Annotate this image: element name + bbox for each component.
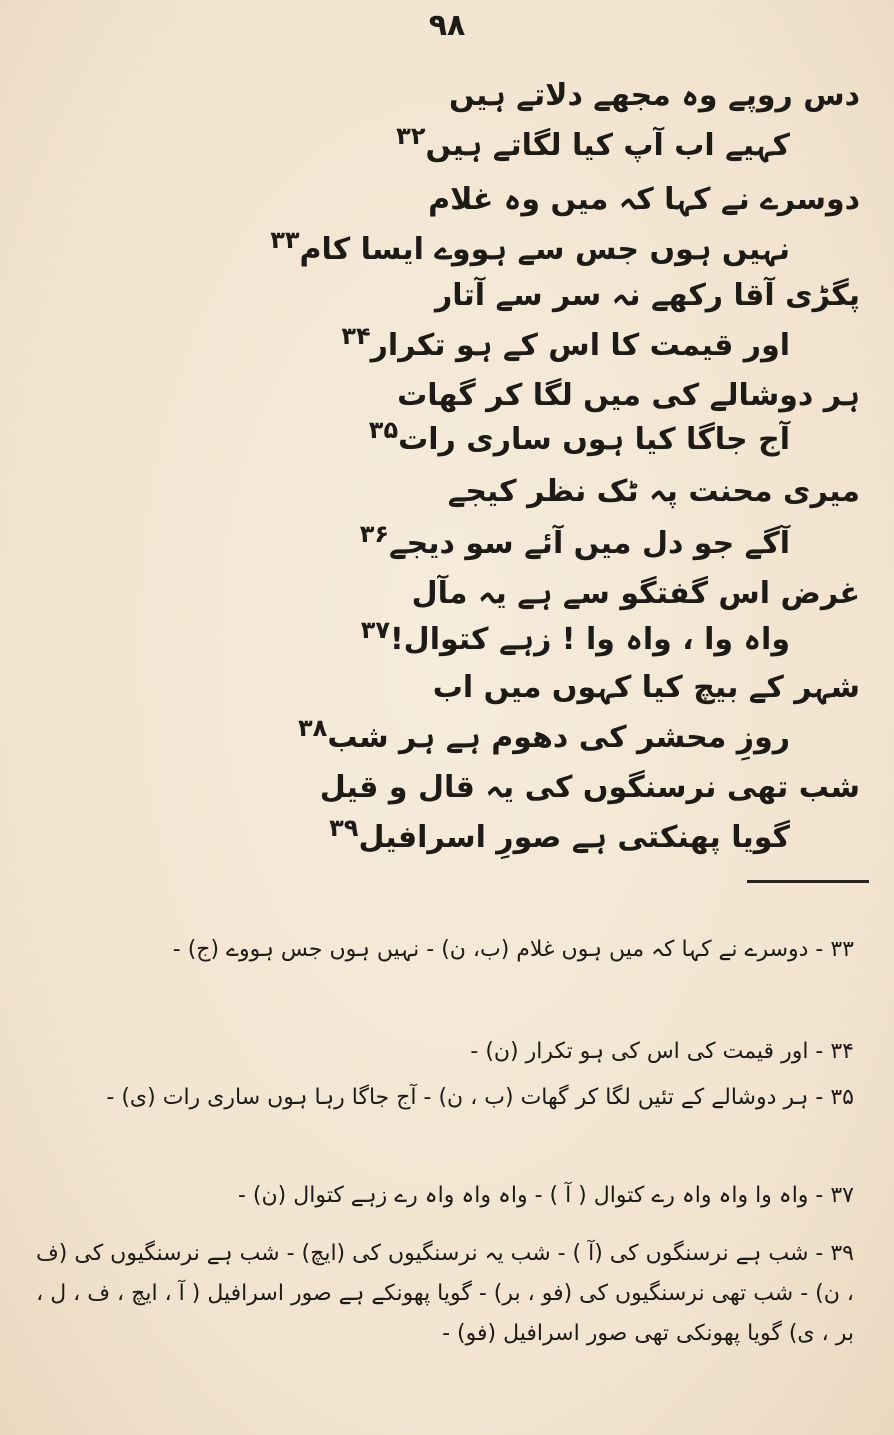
verse-line: نہیں ہوں جس سے ہووے ایسا کام$^{۳۳}$	[270, 226, 790, 267]
verse-line: شہر کے بیچ کیا کہوں میں اب	[432, 670, 860, 705]
verse-note-number: ۳۷	[360, 616, 390, 644]
verse-line: پگڑی آقا رکھے نہ سر سے آتار	[435, 278, 860, 313]
footnote: ۳۵ - ہر دوشالے کے تئیں لگا کر گھات (ب ، ن) - آج جاگا رہا ہوں ساری رات (ی) -	[106, 1085, 854, 1110]
verse-note-number: ۳۹	[329, 814, 359, 842]
footnote: ۳۷ - واہ وا واہ واہ رے کتوال ( آ ) - واہ واہ واہ رے زہے کتوال (ن) -	[237, 1183, 854, 1208]
verse-note-number: ۳۲	[396, 122, 426, 150]
verse-line: کہیے اب آپ کیا لگاتے ہیں$^{۳۲}$	[396, 122, 790, 163]
verse-line: دس روپے وہ مجھے دلاتے ہیں	[449, 78, 860, 113]
verse-line: ہر دوشالے کی میں لگا کر گھات	[397, 378, 860, 413]
verse-note-number: ۳۶	[359, 520, 390, 548]
verse-line: روزِ محشر کی دھوم ہے ہر شب$^{۳۸}$	[298, 714, 790, 755]
verse-note-number: ۳۴	[341, 322, 371, 350]
footnote: ۳۹ - شب ہے نرسنگوں کی (آ ) - شب یہ نرسنگیوں کی (ایچ) - شب ہے نرسنگیوں کی (ف ، ن) - شب تھی نرسنگیوں کی (فو ، بر) - گویا پھونکے ہے صور اسرافیل ( آ ، ایچ ، ف ، ل ، بر ، ی) گویا پھونکی تھی صور اسرافیل (فو) -	[35, 1241, 854, 1346]
verse-line: میری محنت پہ ٹک نظر کیجے	[447, 474, 860, 509]
verse-line: آج جاگا کیا ہوں ساری رات$^{۳۵}$	[368, 416, 790, 457]
page-number: ۹۸	[428, 8, 466, 43]
verse-line: اور قیمت کا اس کے ہو تکرار$^{۳۴}$	[341, 322, 790, 363]
verse-line: آگے جو دل میں آئے سو دیجے$^{۳۶}$	[359, 520, 790, 561]
verse-note-number: ۳۳	[270, 226, 300, 254]
footnote: ۳۳ - دوسرے نے کہا کہ میں ہوں غلام (ب، ن) - نہیں ہوں جس ہووے (ج) -	[172, 937, 854, 962]
verse-line: شب تھی نرسنگوں کی یہ قال و قیل	[319, 770, 860, 805]
footnote: ۳۴ - اور قیمت کی اس کی ہو تکرار (ن) -	[470, 1039, 854, 1064]
verse-line: گویا پھنکتی ہے صورِ اسرافیل$^{۳۹}$	[329, 814, 790, 855]
verse-line: واہ وا ، واہ وا ! زہے کتوال!$^{۳۷}$	[360, 616, 790, 657]
verse-line: غرض اس گفتگو سے ہے یہ مآل	[411, 576, 860, 611]
verse-line: دوسرے نے کہا کہ میں وہ غلام	[428, 182, 860, 217]
verse-note-number: ۳۵	[368, 416, 399, 444]
verse-note-number: ۳۸	[298, 714, 328, 742]
footnote-divider	[747, 880, 869, 883]
